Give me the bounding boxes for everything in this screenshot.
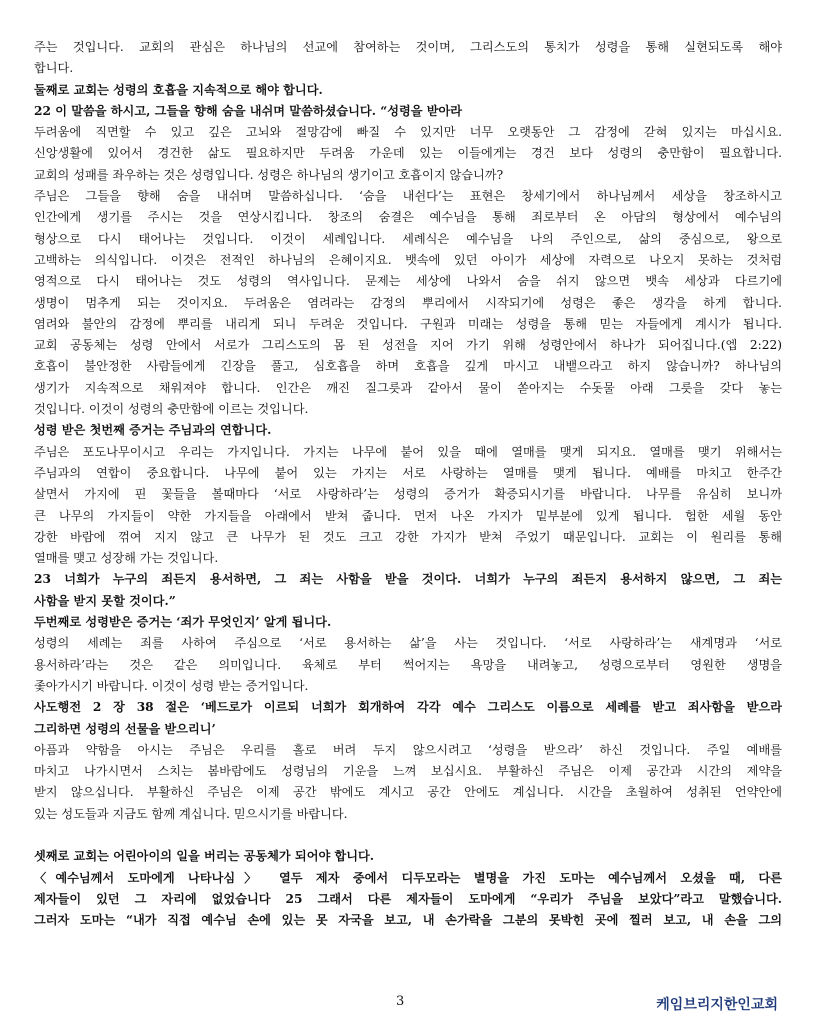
text-line: 교회의 성패를 좌우하는 것은 성령입니다. 성령은 하나님의 생기이고 호흡이지 않습니까?: [34, 167, 504, 182]
text-line: 인간에게 생기를 주시는 것을 연상시킵니다. 창조의 숨결은 예수님을 통해 죄로부터 온 아담의 형상에서 예수님의: [34, 210, 782, 225]
text-line: 염려와 불안의 감정에 뿌리를 내리게 되니 두려운 것입니다. 구원과 미래는 성령을 통해 믿는 자들에게 계시가 됩니다.: [34, 316, 782, 331]
church-name: 케임브리지한인교회: [656, 997, 778, 1013]
text-line: 주님은 그들을 향해 숨을 내쉬며 말씀하십니다. ‘숨을 내쉰다’는 표현은 창세기에서 하나님께서 세상을 창조하시고: [34, 189, 782, 204]
text-line: 형상으로 다시 태어나는 것입니다. 이것이 세례입니다. 세례식은 예수님을 나의 주인으로, 삶의 중심으로, 왕으로: [34, 231, 782, 246]
heading-line: 성령 받은 첫번째 증거는 주님과의 연합니다.: [34, 423, 272, 438]
text-line: 아픔과 약함을 아시는 주님은 우리를 홀로 버려 두지 않으시려고 ‘성령을 받으라’ 하신 것입니다. 주일 예배를: [34, 742, 782, 757]
document-body: [34, 37, 782, 931]
text-line: 마치고 나가시면서 스치는 봄바람에도 성령님의 기운을 느껴 보십시요. 부활하신 주님은 이제 공간과 시간의 제약을: [34, 764, 782, 779]
text-line: 살면서 가지에 핀 꽃들을 볼때마다 ‘서로 사랑하라’는 성령의 증거가 확증되시기를 바랍니다. 나무를 유심히 보니까: [34, 487, 782, 502]
heading-line: 사도행전 2 장 38 절은 ‘베드로가 이르되 너희가 회개하여 각각 예수 그리스도 이름으로 세례를 받고 죄사함을 받으라: [34, 700, 782, 715]
heading-line: 둘째로 교회는 성령의 호흡을 지속적으로 해야 합니다.: [34, 82, 323, 97]
heading-line: 셋째로 교회는 어린아이의 일을 버리는 공동체가 되어야 합니다.: [34, 849, 375, 864]
heading-line: 〈예수님께서 도마에게 나타나심〉 열두 제자 중에서 디두모라는 별명을 가진 도마는 예수님께서 오셨을 때, 다른: [34, 870, 782, 885]
heading-line: 22 이 말씀을 하시고, 그들을 향해 숨을 내쉬며 말씀하셨습니다. “성령을 받아라: [34, 103, 463, 118]
text-line: 호흡이 불안정한 사람들에게 긴장을 풀고, 심호흡을 하며 호흡을 깊게 마시고 내뱉으라고 하지 않습니까? 하나님의: [34, 359, 782, 374]
text-line: 생기가 지속적으로 채워져야 합니다. 인간은 깨진 질그릇과 같아서 물이 쏟아지는 수돗물 아래 그릇을 갖다 놓는: [34, 380, 782, 395]
text-line: 교회 공동체는 성령 안에서 서로가 그리스도의 몸 된 성전을 지어 가기 위해 성령안에서 하나가 되어집니다.(엡 2:22): [34, 338, 782, 353]
text-line: 고백하는 의식입니다. 이것은 전적인 하나님의 은혜이지요. 뱃속에 있던 아이가 세상에 자력으로 나오지 못하는 것처럼: [34, 252, 782, 267]
text-line: 있는 성도들과 지금도 함께 계십니다. 믿으시기를 바랍니다.: [34, 806, 348, 821]
text-line: 용서하라’라는 것은 같은 의미입니다. 육체로 부터 썩어지는 욕망을 내려놓고, 성령으로부터 영원한 생명을: [34, 657, 782, 672]
text-line: 두려움에 직면할 수 있고 깊은 고뇌와 절망감에 빠질 수 있지만 너무 오랫동안 그 감정에 갇혀 있지는 마십시요.: [34, 125, 782, 140]
text-line: 합니다.: [34, 61, 74, 76]
text-line: 받지 않으십니다. 부활하신 주님은 이제 공간 밖에도 계시고 공간 안에도 계십니다. 시간을 초월하여 성취된 언약안에: [34, 785, 782, 800]
heading-line: 두번째로 성령받은 증거는 ‘죄가 무엇인지’ 알게 됩니다.: [34, 615, 332, 630]
heading-line: 사함을 받지 못할 것이다.”: [34, 593, 176, 608]
text-line: 좇아가시기 바랍니다. 이것이 성령 받는 증거입니다.: [34, 678, 309, 693]
page-number: 3: [396, 994, 405, 1009]
heading-line: 제자들이 있던 그 자리에 없었습니다 25 그래서 다른 제자들이 도마에게 “우리가 주님을 보았다”라고 말했습니다.: [34, 891, 782, 906]
text-line: 열매를 맺고 성장해 가는 것입니다.: [34, 551, 219, 566]
text-line: 신앙생활에 있어서 경건한 삶도 필요하지만 두려움 가운데 있는 이들에게는 경건 보다 성령의 충만함이 필요합니다.: [34, 146, 782, 161]
heading-line: 23 너희가 누구의 죄든지 용서하면, 그 죄는 사함을 받을 것이다. 너희가 누구의 죄든지 용서하지 않으면, 그 죄는: [34, 572, 782, 587]
text-line: 것입니다. 이것이 성령의 충만함에 이르는 것입니다.: [34, 402, 309, 417]
text-line: 주님과의 연합이 중요합니다. 나무에 붙어 있는 가지는 서로 사랑하는 열매를 맺게 됩니다. 예배를 마치고 한주간: [34, 465, 782, 480]
text-line: 주는 것입니다. 교회의 관심은 하나님의 선교에 참여하는 것이며, 그리스도의 통치가 성령을 통해 실현되도록 해야: [34, 40, 782, 54]
text-line: 영적으로 다시 태어나는 것도 성령의 역사입니다. 문제는 세상에 나와서 숨을 쉬지 않으면 뱃속 세상과 다르기에: [34, 274, 782, 289]
heading-line: 그리하면 성령의 선물을 받으리니’: [34, 721, 216, 736]
text-line: 성령의 세례는 죄를 사하여 주심으로 ‘서로 용서하는 삶’을 사는 것입니다. ‘서로 사랑하라’는 새계명과 ‘서로: [34, 636, 782, 651]
text-line: 강한 바람에 꺾여 지지 않고 큰 나무가 된 것도 크고 강한 가지가 받쳐 주었기 때문입니다. 교회는 이 원리를 통해: [34, 529, 782, 544]
heading-line: 그러자 도마는 “내가 직접 예수님 손에 있는 못 자국을 보고, 내 손가락을 그분의 못박힌 곳에 찔러 보고, 내 손을 그의: [34, 913, 782, 928]
text-line: 주님은 포도나무이시고 우리는 가지입니다. 가지는 나무에 붙어 있을 때에 열매를 맺게 되지요. 열매를 맺기 위해서는: [34, 444, 782, 459]
text-line: 생명이 멈추게 되는 것이지요. 두려움은 염려라는 감정의 뿌리에서 시작되기에 성령은 좋은 생각을 하게 합니다.: [34, 295, 782, 310]
blank-line: [34, 825, 782, 846]
text-line: 큰 나무의 가지들이 약한 가지들을 아래에서 받쳐 줍니다. 먼저 나온 가지가 밑부분에 있게 됩니다. 험한 세월 동안: [34, 508, 782, 523]
